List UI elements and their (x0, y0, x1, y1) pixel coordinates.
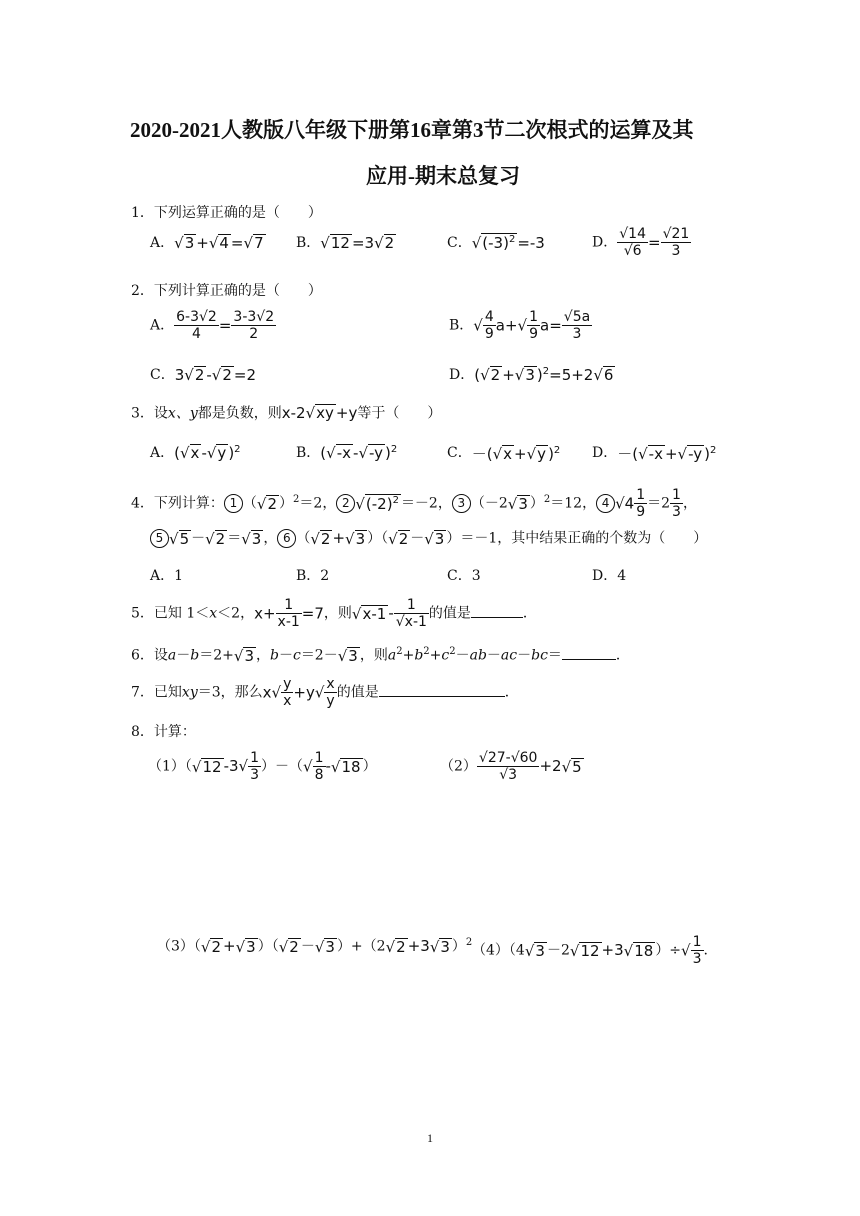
question-8-part-2: （2） $\frac{√27-√60}{√3}$ +2√5 (440, 750, 582, 783)
question-7: 7．已知xy＝3，那么x√ $\frac{y}{x}$ +y√ $\frac{x}{y}$ 的值是 ． (131, 676, 519, 709)
question-2-option-c: C．3√2 -√2 =2 (150, 365, 257, 385)
question-3-stem: 3．设x、y都是负数，则x-2√xy +y等于（ ） (131, 404, 442, 423)
question-8-stem: 8．计算： (131, 724, 196, 740)
page-title-line-2: 应用-期末总复习 (366, 164, 520, 188)
question-2-option-d: D．(√2 +√3 )$^2$=5+2√6 (449, 365, 614, 385)
question-4-option-a: A．1 (150, 568, 184, 584)
question-3-option-b: B．(√-x -√-y )$^2$ (296, 443, 398, 463)
question-8-part-3: （3）（√2 +√3 ）（√2 －√3 ）+（2√2 +3√3 ）$^2$ (157, 937, 473, 956)
question-3-option-c: C．－(√x +√y )$^2$ (447, 444, 561, 463)
page-number: 1 (427, 1131, 433, 1145)
question-4-stem-line-2: 5 √5 －√2 ＝√3 ， 6 （√2 +√3 ）（√2 －√3 ）＝－1，其中结果正确的个数为（ ） (150, 529, 707, 548)
question-1-option-a: A．√3 +√4 =√7 (150, 233, 264, 253)
question-4-stem: 4．下列计算： 1 （√2 ）$^2$＝2， 2 $√(-2)^2 =-2$， 3 （－2√3 ）$^2$＝12， 4 √4 $\frac{1}{9}$ ＝2 $\frac{1}{3}$ ， (131, 487, 697, 520)
question-4-option-d: D．4 (592, 568, 627, 584)
question-5: 5．已知 1＜x＜2，x+ $\frac{1}{x-1}$ =7，则√x-1 - $\frac{1}{√x-1}$ 的值是 ． (131, 597, 537, 630)
question-3-option-d: D．－(√-x +√-y )$^2$ (592, 444, 717, 463)
question-8-part-4: （4）（4√3 －2√12 +3√18 ）÷√ $\frac{1}{3}$ . (472, 934, 708, 967)
question-1-option-b: B．√12 =3√2 (296, 233, 395, 253)
question-4-option-b: B．2 (296, 568, 330, 584)
question-6-answer-blank[interactable] (562, 645, 616, 660)
question-6: 6．设a－b＝2+√3 ，b－c＝2－√3 ，则$a^2+b^2+c^2-ab-ac-bc=$ ． (131, 646, 630, 665)
question-2-option-b: B．√ $\frac{4}{9}$ a+√ $\frac{1}{9}$ a= $\frac{√5a}{3}$ (449, 309, 591, 342)
page-title-line-1: 2020-2021人教版八年级下册第16章第3节二次根式的运算及其 (130, 118, 694, 142)
question-1-option-d: D． $\frac{√14}{√6}$ = $\frac{√21}{3}$ (592, 226, 690, 259)
question-5-answer-blank[interactable] (471, 603, 523, 618)
question-3-option-a: A．(√x -√y )$^2$ (150, 443, 241, 463)
question-2-stem: 2．下列计算正确的是（ ） (131, 283, 322, 299)
question-8-part-1: （1）（√12 -3√ $\frac{1}{3}$ ）－（√ $\frac{1}{8}$ -√18 ） (148, 750, 377, 783)
question-2-option-a: A． $\frac{6-3√2}{4}$ = $\frac{3-3√2}{2}$ (150, 309, 275, 342)
question-7-answer-blank[interactable] (379, 682, 505, 697)
question-4-option-c: C．3 (447, 568, 481, 584)
question-1-stem: 1．下列运算正确的是（ ） (131, 205, 322, 221)
question-1-option-c: C．$√(-3)^2 =-3$ (447, 233, 545, 253)
